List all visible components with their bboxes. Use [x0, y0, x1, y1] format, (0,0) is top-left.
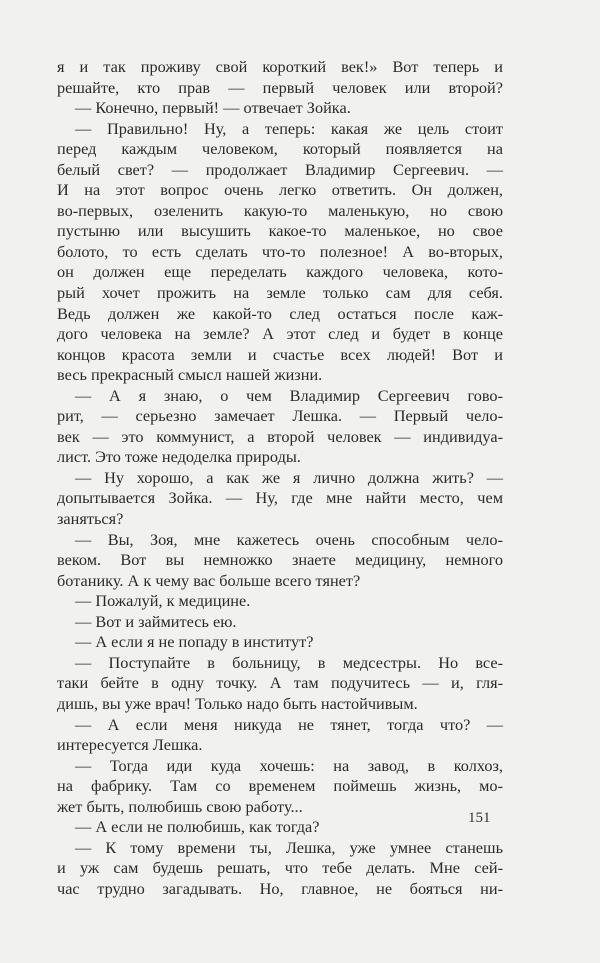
text-line: — Тогда иди куда хочешь: на завод, в колхоз,: [75, 755, 503, 775]
text-line: таки бейте в одну точку. А там подучитесь — и, гля-: [57, 673, 503, 693]
text-line: час трудно загадывать. Но, главное, не бояться ни-: [57, 878, 503, 898]
text-line: лист. Это тоже недоделка природы.: [57, 447, 301, 467]
text-line: — Пожалуй, к медицине.: [75, 591, 251, 611]
text-line: рый хочет прожить на земле только сам для себя.: [57, 283, 503, 303]
text-line: интересуется Лешка.: [57, 735, 203, 755]
text-line: решайте, кто прав — первый человек или второй?: [57, 77, 503, 97]
text-line: он должен еще переделать каждого человека, кото-: [57, 262, 503, 282]
text-line: пустыню или высушить какое-то маленькое, но свое: [57, 221, 503, 241]
text-line: веком. Вот вы немножко знаете медицину, немного: [57, 550, 503, 570]
text-line: перед каждым человеком, который появляется на: [57, 139, 503, 159]
text-line: я и так проживу свой короткий век!» Вот теперь и: [57, 57, 503, 76]
text-line: — Вы, Зоя, мне кажетесь очень способным чело-: [75, 529, 503, 549]
text-line: заняться?: [57, 509, 124, 529]
text-line: допытывается Зойка. — Ну, где мне найти место, чем: [57, 488, 503, 508]
text-line: жет быть, полюбишь свою работу...: [57, 796, 303, 816]
text-line: — А я знаю, о чем Владимир Сергеевич гово-: [75, 385, 503, 405]
text-line: век — это коммунист, а второй человек — индивидуа-: [57, 426, 503, 446]
text-line: концов красота земли и счастье всех людей! Вот и: [57, 344, 503, 364]
text-line: — А если я не попаду в институт?: [75, 632, 314, 652]
text-line: И на этот вопрос очень легко ответить. Он должен,: [57, 180, 503, 200]
text-line: — А если не полюбишь, как тогда?: [75, 817, 320, 837]
text-line: — Вот и займитесь ею.: [75, 611, 237, 631]
text-line: и уж сам будешь решать, что тебе делать. Мне сей-: [57, 858, 503, 878]
text-line: болото, то есть сделать что-то полезное! А во-вторых,: [57, 241, 503, 261]
text-line: — К тому времени ты, Лешка, уже умнее станешь: [75, 837, 503, 857]
text-line: — Ну хорошо, а как же я лично должна жить? —: [75, 467, 503, 487]
text-line: — А если меня никуда не тянет, тогда что? —: [75, 714, 503, 734]
text-line: дишь, вы уже врач! Только надо быть настойчивым.: [57, 693, 418, 713]
text-line: Ведь должен же какой-то след остаться после каж-: [57, 303, 503, 323]
text-line: на фабрику. Там со временем поймешь жизнь, мо-: [57, 776, 503, 796]
text-line: — Конечно, первый! — отвечает Зойка.: [75, 98, 351, 118]
text-line: белый свет? — продолжает Владимир Сергеевич. —: [57, 159, 503, 179]
text-line: во-первых, озеленить какую-то маленькую, но свою: [57, 200, 503, 220]
text-line: — Поступайте в больницу, в медсестры. Но все-: [75, 652, 503, 672]
text-line: рит, — серьезно замечает Лешка. — Первый чело-: [57, 406, 503, 426]
body-text: [57, 57, 503, 899]
text-line: дого человека на земле? А этот след и будет в конце: [57, 324, 503, 344]
text-line: ботанику. А к чему вас больше всего тянет?: [57, 570, 361, 590]
text-line: весь прекрасный смысл нашей жизни.: [57, 365, 323, 385]
text-line: — Правильно! Ну, а теперь: какая же цель стоит: [75, 118, 503, 138]
page-number: 151: [468, 810, 491, 826]
